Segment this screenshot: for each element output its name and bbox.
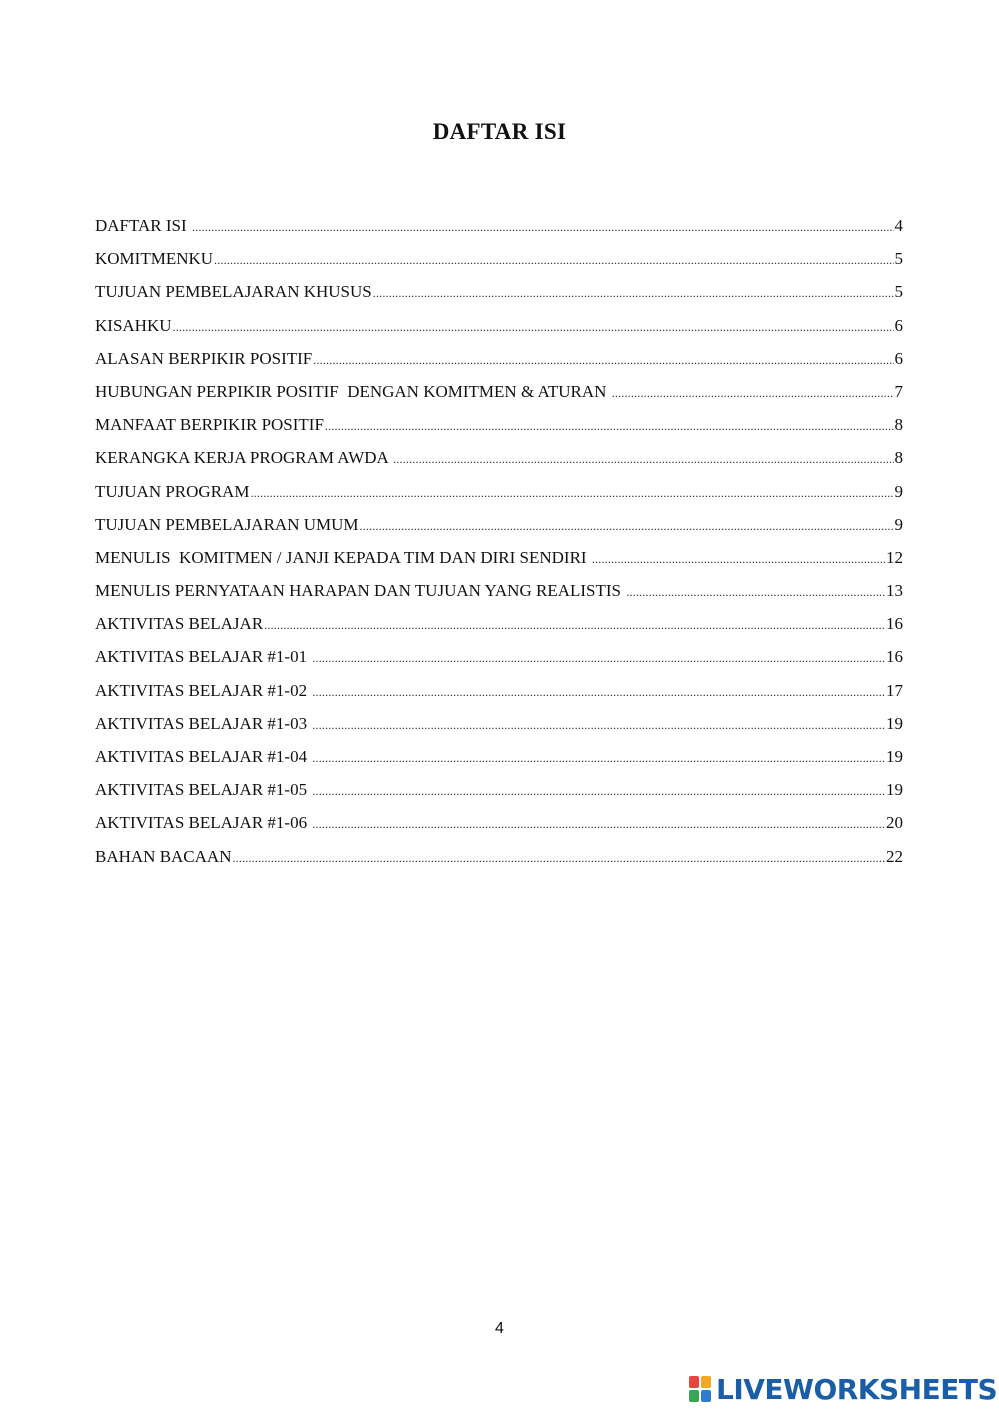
toc-dot-leader <box>592 545 885 573</box>
toc-entry-label: KERANGKA KERJA PROGRAM AWDA <box>95 448 393 468</box>
toc-entry-page: 20 <box>886 813 903 833</box>
toc-dot-leader <box>312 678 885 706</box>
toc-entry[interactable] <box>95 843 903 876</box>
toc-entry-label: AKTIVITAS BELAJAR <box>95 614 264 634</box>
toc-dot-leader <box>393 445 893 473</box>
toc-entry[interactable] <box>95 677 903 710</box>
toc-entry[interactable] <box>95 345 903 378</box>
toc-entry-page: 16 <box>886 614 903 634</box>
toc-entry[interactable] <box>95 278 903 311</box>
toc-dot-leader <box>312 711 885 739</box>
toc-entry-label: AKTIVITAS BELAJAR #1-01 <box>95 647 312 667</box>
toc-dot-leader <box>232 844 885 872</box>
logo-square <box>689 1390 699 1402</box>
toc-entry-label: ALASAN BERPIKIR POSITIF <box>95 348 313 368</box>
toc-dot-leader <box>373 279 894 307</box>
toc-entry[interactable] <box>95 577 903 610</box>
toc-entry-page: 19 <box>886 713 903 733</box>
toc-entry[interactable] <box>95 478 903 511</box>
toc-entry-label: AKTIVITAS BELAJAR #1-03 <box>95 713 312 733</box>
toc-entry-page: 5 <box>894 282 903 302</box>
logo-square <box>701 1390 711 1402</box>
liveworksheets-logo-icon <box>688 1375 712 1403</box>
toc-entry[interactable] <box>95 212 903 245</box>
toc-entry-label: KISAHKU <box>95 315 172 335</box>
toc-entry-label: MANFAAT BERPIKIR POSITIF <box>95 415 324 435</box>
toc-entry-label: HUBUNGAN PERPIKIR POSITIF DENGAN KOMITMEN & ATURAN <box>95 381 611 401</box>
toc-entry-label: AKTIVITAS BELAJAR #1-05 <box>95 780 312 800</box>
page-number: 4 <box>495 1320 504 1337</box>
toc-entry[interactable] <box>95 511 903 544</box>
toc-entry[interactable] <box>95 610 903 643</box>
toc-entry-page: 19 <box>886 747 903 766</box>
toc-entry-page: 19 <box>886 780 903 800</box>
toc-entry-label: AKTIVITAS BELAJAR #1-02 <box>95 680 312 700</box>
toc-entry-page: 16 <box>886 647 903 667</box>
toc-entry[interactable] <box>95 245 903 278</box>
toc-dot-leader <box>250 479 893 507</box>
toc-entry-page: 9 <box>894 514 903 534</box>
toc-dot-leader <box>173 313 894 341</box>
toc-entry-page: 6 <box>894 348 903 368</box>
toc-entry[interactable] <box>95 710 903 743</box>
watermark-text: LIVEWORKSHEETS <box>716 1372 998 1406</box>
toc-dot-leader <box>264 611 885 639</box>
toc-entry-page: 12 <box>886 547 903 567</box>
toc-entry[interactable] <box>95 312 903 345</box>
toc-entry[interactable] <box>95 643 903 676</box>
toc-entry-label: TUJUAN PEMBELAJARAN KHUSUS <box>95 282 372 302</box>
toc-entry-page: 5 <box>894 249 903 269</box>
toc-entry[interactable] <box>95 743 903 776</box>
toc-entry-page: 8 <box>894 415 903 435</box>
toc-entry-page: 22 <box>886 846 903 866</box>
toc-entry-page: 4 <box>894 216 903 235</box>
toc-entry-page: 8 <box>894 448 903 468</box>
toc-entry-label: KOMITMENKU <box>95 249 214 269</box>
toc-dot-leader <box>312 810 885 838</box>
toc-dot-leader <box>214 246 893 274</box>
toc-entry-page: 17 <box>886 680 903 700</box>
toc-dot-leader <box>325 412 894 440</box>
toc-entry-label: TUJUAN PEMBELAJARAN UMUM <box>95 514 359 534</box>
toc-entry-label: BAHAN BACAAN <box>95 846 232 866</box>
toc-entry-page: 9 <box>894 481 903 501</box>
toc-entry[interactable] <box>95 444 903 477</box>
toc-entry-page: 6 <box>894 315 903 335</box>
page-title: DAFTAR ISI <box>432 119 567 144</box>
logo-square <box>701 1376 711 1388</box>
toc-dot-leader <box>192 213 894 241</box>
toc-dot-leader <box>360 512 894 540</box>
toc-dot-leader <box>626 578 885 606</box>
toc-entry-label: TUJUAN PROGRAM <box>95 481 250 501</box>
toc-entry-page: 13 <box>886 581 903 601</box>
toc-dot-leader <box>312 644 885 672</box>
table-of-contents <box>95 212 903 876</box>
toc-entry-label: DAFTAR ISI <box>95 216 191 235</box>
toc-entry-label: MENULIS KOMITMEN / JANJI KEPADA TIM DAN DIRI SENDIRI <box>95 547 591 567</box>
toc-entry-page: 7 <box>894 381 903 401</box>
toc-entry[interactable] <box>95 378 903 411</box>
toc-entry-label: AKTIVITAS BELAJAR #1-06 <box>95 813 312 833</box>
toc-entry-label: AKTIVITAS BELAJAR #1-04 <box>95 747 312 766</box>
toc-dot-leader <box>313 346 893 374</box>
liveworksheets-watermark <box>688 1371 997 1407</box>
logo-square <box>689 1376 699 1388</box>
toc-entry[interactable] <box>95 544 903 577</box>
toc-entry[interactable] <box>95 411 903 444</box>
toc-dot-leader <box>312 777 885 805</box>
toc-entry[interactable] <box>95 776 903 809</box>
toc-entry-label: MENULIS PERNYATAAN HARAPAN DAN TUJUAN YANG REALISTIS <box>95 581 626 601</box>
toc-dot-leader <box>312 744 885 772</box>
toc-dot-leader <box>612 379 894 407</box>
toc-entry[interactable] <box>95 809 903 842</box>
